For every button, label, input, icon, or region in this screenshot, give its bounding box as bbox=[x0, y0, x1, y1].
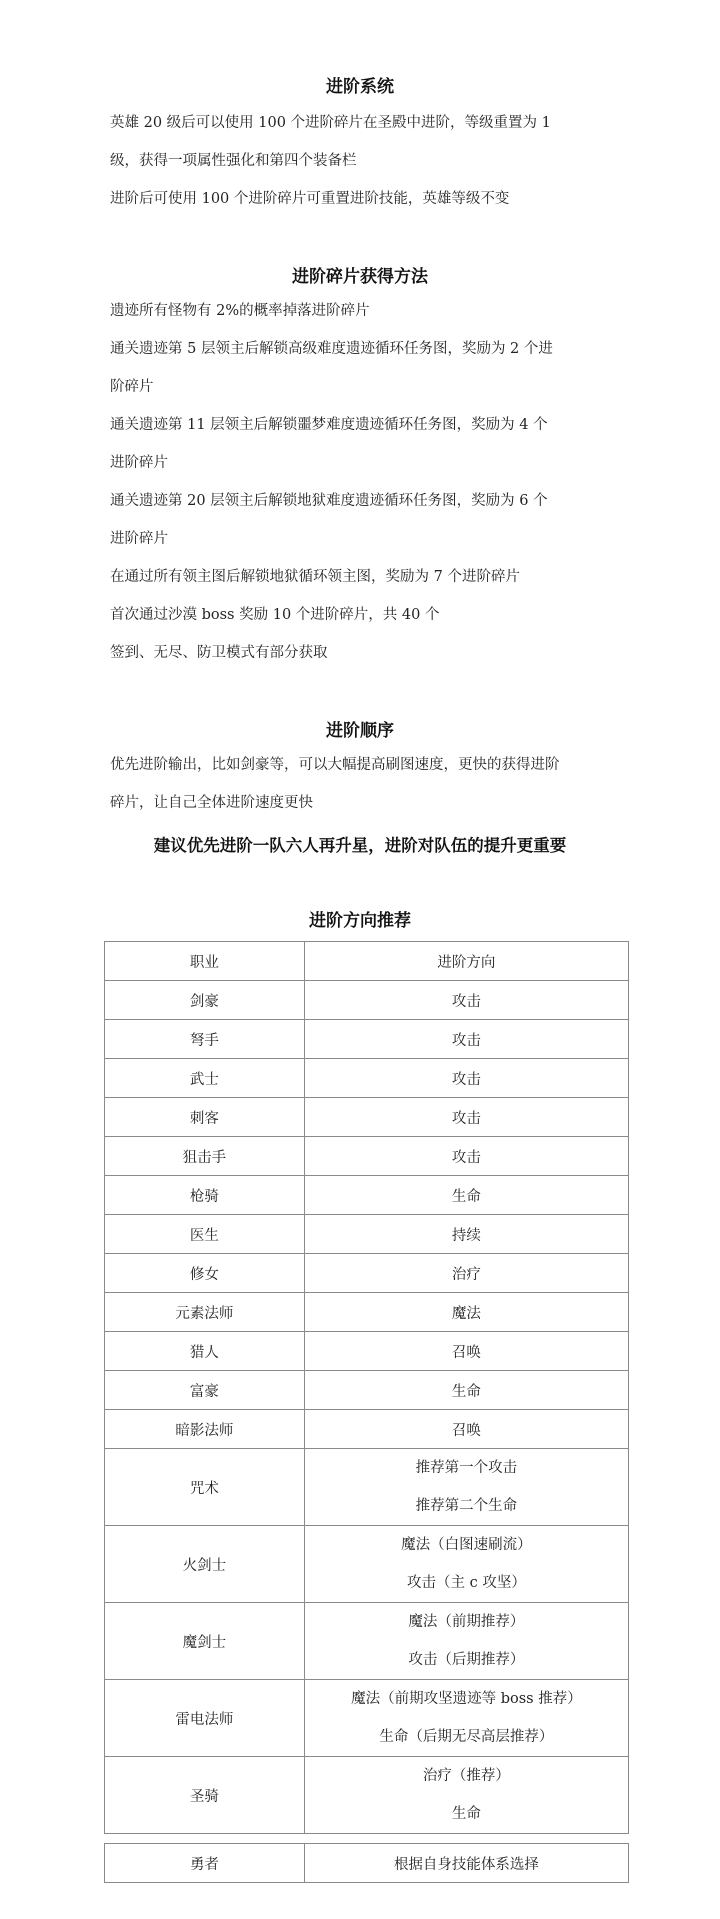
job-cell: 咒术 bbox=[105, 1449, 305, 1526]
paragraph-line: 碎片，让自己全体进阶速度更快 bbox=[110, 795, 313, 811]
paragraph-line: 通关遗迹第 5 层领主后解锁高级难度遗迹循环任务图，奖励为 2 个进 bbox=[110, 341, 553, 357]
section-title-advance-system: 进阶系统 bbox=[326, 77, 394, 97]
direction-cell: 攻击 bbox=[304, 1020, 628, 1059]
job-cell: 元素法师 bbox=[105, 1293, 305, 1332]
paragraph-line: 在通过所有领主图后解锁地狱循环领主图，奖励为 7 个进阶碎片 bbox=[110, 569, 520, 585]
job-cell: 医生 bbox=[105, 1215, 305, 1254]
paragraph-line: 通关遗迹第 20 层领主后解锁地狱难度遗迹循环任务图，奖励为 6 个 bbox=[110, 493, 548, 509]
direction-cell: 持续 bbox=[304, 1215, 628, 1254]
direction-line: 魔法（前期攻坚遗迹等 boss 推荐） bbox=[351, 1691, 582, 1707]
job-cell: 猎人 bbox=[105, 1332, 305, 1371]
table-row bbox=[105, 1526, 629, 1603]
direction-cell: 召唤 bbox=[304, 1332, 628, 1371]
direction-cell: 根据自身技能体系选择 bbox=[304, 1844, 628, 1883]
direction-line: 魔法（白图速刷流） bbox=[401, 1537, 532, 1553]
paragraph-line: 遗迹所有怪物有 2%的概率掉落进阶碎片 bbox=[110, 303, 370, 319]
direction-cell: 召唤 bbox=[304, 1410, 628, 1449]
job-cell: 武士 bbox=[105, 1059, 305, 1098]
table-row bbox=[105, 1844, 629, 1883]
direction-line: 治疗（推荐） bbox=[422, 1768, 510, 1784]
direction-cell bbox=[304, 1449, 628, 1526]
table-row bbox=[105, 1137, 629, 1176]
table-row bbox=[105, 1254, 629, 1293]
table-row bbox=[105, 1020, 629, 1059]
direction-cell: 攻击 bbox=[304, 1098, 628, 1137]
direction-cell bbox=[304, 1603, 628, 1680]
direction-line: 生命 bbox=[451, 1806, 481, 1822]
job-cell: 雷电法师 bbox=[105, 1680, 305, 1757]
table-header-row bbox=[105, 942, 629, 981]
direction-cell: 治疗 bbox=[304, 1254, 628, 1293]
direction-cell: 魔法 bbox=[304, 1293, 628, 1332]
table-row bbox=[105, 1449, 629, 1526]
emphasis-line: 建议优先进阶一队六人再升星，进阶对队伍的提升更重要 bbox=[153, 836, 567, 855]
direction-cell bbox=[304, 1757, 628, 1834]
paragraph-line: 签到、无尽、防卫模式有部分获取 bbox=[110, 645, 328, 661]
table-row bbox=[105, 1410, 629, 1449]
job-cell: 火剑士 bbox=[105, 1526, 305, 1603]
table-row bbox=[105, 1176, 629, 1215]
direction-line: 推荐第一个攻击 bbox=[415, 1460, 518, 1476]
job-cell: 刺客 bbox=[105, 1098, 305, 1137]
header-cell-direction: 进阶方向 bbox=[304, 942, 628, 981]
direction-cell: 生命 bbox=[304, 1176, 628, 1215]
direction-line: 魔法（前期推荐） bbox=[408, 1614, 525, 1630]
direction-cell bbox=[304, 1526, 628, 1603]
job-cell: 剑豪 bbox=[105, 981, 305, 1020]
job-cell: 富豪 bbox=[105, 1371, 305, 1410]
job-cell: 修女 bbox=[105, 1254, 305, 1293]
job-cell: 暗影法师 bbox=[105, 1410, 305, 1449]
direction-line: 推荐第二个生命 bbox=[415, 1498, 518, 1514]
direction-table-body bbox=[105, 942, 629, 1834]
paragraph-line: 英雄 20 级后可以使用 100 个进阶碎片在圣殿中进阶，等级重置为 1 bbox=[110, 115, 551, 131]
table-row bbox=[105, 1603, 629, 1680]
table-row bbox=[105, 1293, 629, 1332]
job-cell: 魔剑士 bbox=[105, 1603, 305, 1680]
table-row bbox=[105, 1680, 629, 1757]
paragraph-line: 首次通过沙漠 boss 奖励 10 个进阶碎片，共 40 个 bbox=[110, 607, 440, 623]
header-cell-job: 职业 bbox=[105, 942, 305, 981]
direction-cell: 生命 bbox=[304, 1371, 628, 1410]
paragraph-line: 阶碎片 bbox=[110, 379, 154, 395]
paragraph-line: 进阶碎片 bbox=[110, 531, 168, 547]
job-cell: 弩手 bbox=[105, 1020, 305, 1059]
paragraph-line: 级，获得一项属性强化和第四个装备栏 bbox=[110, 153, 357, 169]
direction-line: 生命（后期无尽高层推荐） bbox=[379, 1729, 554, 1745]
direction-cell: 攻击 bbox=[304, 1059, 628, 1098]
table-row bbox=[105, 1215, 629, 1254]
job-cell: 勇者 bbox=[105, 1844, 305, 1883]
job-cell: 枪骑 bbox=[105, 1176, 305, 1215]
job-cell: 圣骑 bbox=[105, 1757, 305, 1834]
section-title-direction-recommend: 进阶方向推荐 bbox=[309, 911, 411, 931]
table-row bbox=[105, 1332, 629, 1371]
direction-line: 攻击（主 c 攻坚） bbox=[406, 1575, 526, 1591]
paragraph-line: 进阶后可使用 100 个进阶碎片可重置进阶技能，英雄等级不变 bbox=[110, 191, 510, 207]
paragraph-line: 优先进阶输出，比如剑豪等，可以大幅提高刷图速度，更快的获得进阶 bbox=[110, 757, 560, 773]
paragraph-line: 通关遗迹第 11 层领主后解锁噩梦难度遗迹循环任务图，奖励为 4 个 bbox=[110, 417, 548, 433]
direction-line: 攻击（后期推荐） bbox=[408, 1652, 525, 1668]
extra-direction-table bbox=[104, 1843, 629, 1883]
table-row bbox=[105, 1757, 629, 1834]
section-title-fragment-sources: 进阶碎片获得方法 bbox=[292, 267, 428, 287]
table-row bbox=[105, 1371, 629, 1410]
paragraph-line: 进阶碎片 bbox=[110, 455, 168, 471]
job-cell: 狙击手 bbox=[105, 1137, 305, 1176]
direction-cell bbox=[304, 1680, 628, 1757]
section-title-advance-order: 进阶顺序 bbox=[326, 721, 394, 741]
direction-table bbox=[104, 941, 629, 1834]
table-row bbox=[105, 1059, 629, 1098]
direction-cell: 攻击 bbox=[304, 1137, 628, 1176]
table-row bbox=[105, 981, 629, 1020]
direction-cell: 攻击 bbox=[304, 981, 628, 1020]
table-row bbox=[105, 1098, 629, 1137]
